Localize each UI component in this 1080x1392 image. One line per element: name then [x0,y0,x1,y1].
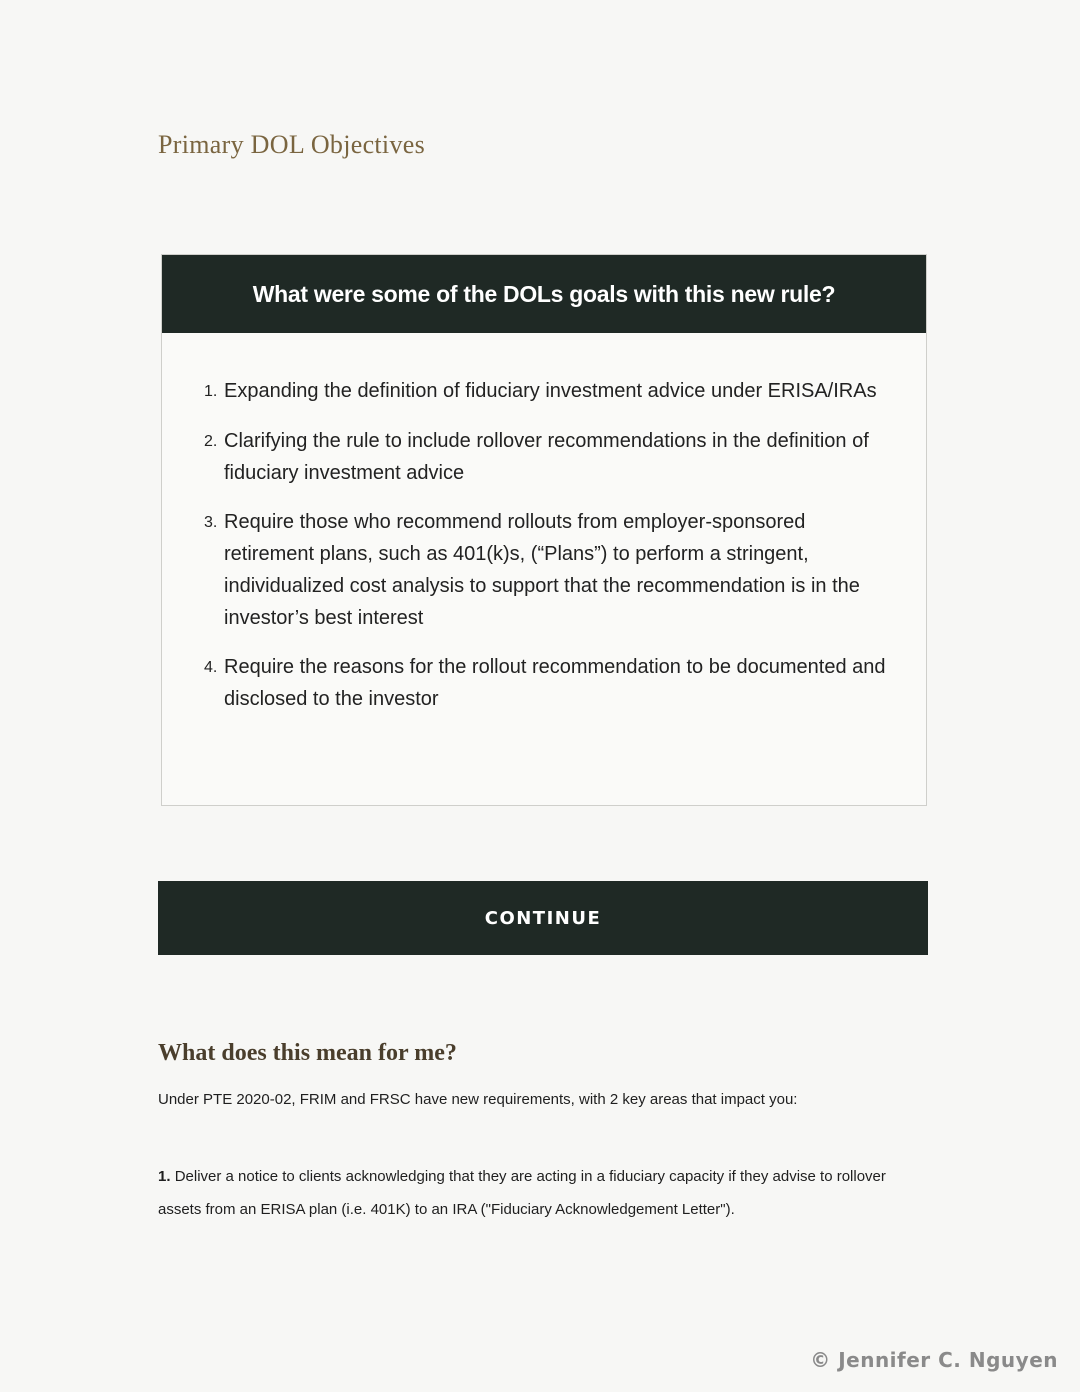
requirement-text: Deliver a notice to clients acknowledging that they are acting in a fiduciary capacity if they advise to rollover assets from an ERISA plan (i.e. 401K) to an IRA ("Fiduciary Acknowledgement Letter"). [158,1168,886,1218]
page-title: Primary DOL Objectives [158,130,426,159]
goals-list [162,333,926,715]
goals-card-title: What were some of the DOLs goals with this new rule? [162,255,926,333]
continue-button[interactable]: CONTINUE [158,881,928,955]
list-item-number: 1. [204,383,218,400]
list-item-text: Expanding the definition of fiduciary investment advice under ERISA/IRAs [224,380,877,402]
list-item [204,425,906,489]
section-heading: What does this mean for me? [158,1040,457,1066]
intro-text: Under PTE 2020-02, FRIM and FRSC have new requirements, with 2 key areas that impact you: [158,1091,798,1108]
list-item [204,651,906,715]
list-item-text: Clarifying the rule to include rollover recommendations in the definition of fiduciary investment advice [224,430,869,484]
list-item-number: 3. [204,514,218,531]
list-item-text: Require the reasons for the rollout recommendation to be documented and disclosed to the investor [224,656,886,710]
requirement-item [158,1160,918,1226]
goals-card [161,254,927,806]
requirement-number: 1. [158,1168,171,1185]
copyright-watermark: © Jennifer C. Nguyen [810,1348,1058,1372]
list-item-number: 2. [204,433,218,450]
list-item [204,375,906,408]
list-item [204,506,906,634]
list-item-number: 4. [204,659,218,676]
list-item-text: Require those who recommend rollouts from employer-sponsored retirement plans, such as 401(k)s, (“Plans”) to perform a stringent, individualized cost analysis to support that the recommendation is in the investor’s best interest [224,511,860,629]
